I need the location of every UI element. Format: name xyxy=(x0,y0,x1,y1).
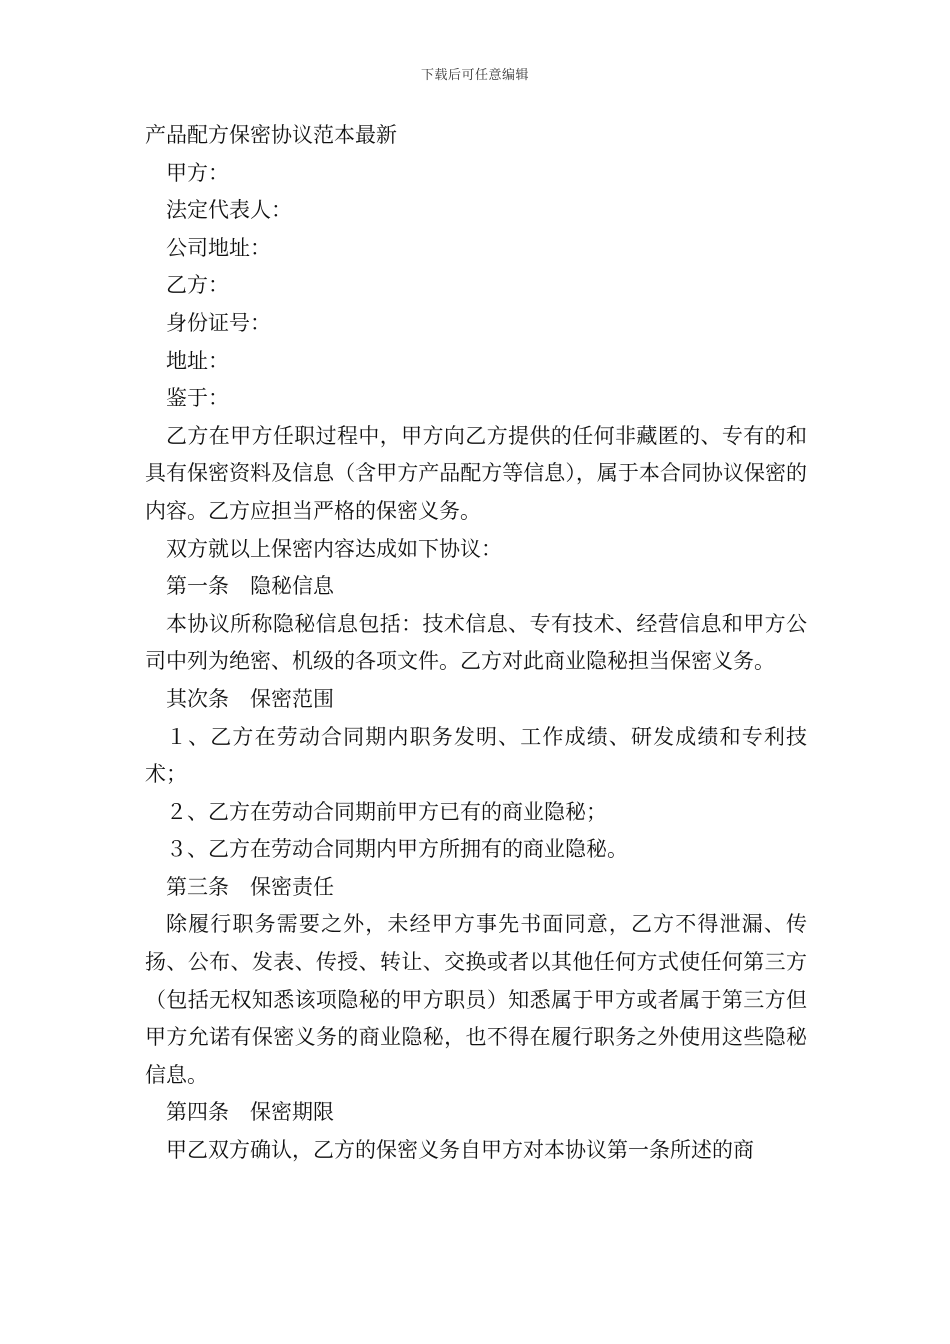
article3-text: 除履行职务需要之外，未经甲方事先书面同意，乙方不得泄漏、传扬、公布、发表、传授、转让、交换或者以其他任何方式使任何第三方（包括无权知悉该项隐秘的甲方职员）知悉属于甲方或者属于第三方但甲方允诺有保密义务的商业隐秘，也不得在履行职务之外使用这些隐秘信息。 xyxy=(145,912,807,1087)
agreement-intro: 双方就以上保密内容达成如下协议： xyxy=(166,536,502,561)
document-title: 产品配方保密协议范本最新 xyxy=(145,123,397,147)
article2-item-2: ２、乙方在劳动合同期前甲方已有的商业隐秘； xyxy=(166,799,607,824)
legal-representative-field: 法定代表人： xyxy=(166,198,292,223)
whereas-label: 鉴于： xyxy=(166,386,229,411)
preamble-paragraph: 乙方在甲方任职过程中，甲方向乙方提供的任何非藏匿的、专有的和具有保密资料及信息（含甲方产品配方等信息），属于本合同协议保密的内容。乙方应担当严格的保密义务。 xyxy=(145,423,807,523)
page-header-note: 下载后可任意编辑 xyxy=(420,68,529,83)
article3-heading: 第三条 保密责任 xyxy=(166,874,334,899)
party-b-field: 乙方： xyxy=(166,273,229,298)
document-body xyxy=(145,117,807,1170)
article1-heading: 第一条 隐秘信息 xyxy=(166,574,334,599)
id-number-field: 身份证号： xyxy=(166,310,271,335)
article4-heading: 第四条 保密期限 xyxy=(166,1100,334,1125)
article2-heading: 其次条 保密范围 xyxy=(166,686,334,711)
party-a-field: 甲方： xyxy=(166,160,229,185)
article2-item-3: ３、乙方在劳动合同期内甲方所拥有的商业隐秘。 xyxy=(166,837,628,862)
article1-text: 本协议所称隐秘信息包括：技术信息、专有技术、经营信息和甲方公司中列为绝密、机级的各项文件。乙方对此商业隐秘担当保密义务。 xyxy=(145,611,807,674)
article2-item-1: １、乙方在劳动合同期内职务发明、工作成绩、研发成绩和专利技术； xyxy=(145,724,807,787)
company-address-field: 公司地址： xyxy=(166,235,271,260)
address-field: 地址： xyxy=(166,348,229,373)
article4-text: 甲乙双方确认，乙方的保密义务自甲方对本协议第一条所述的商 xyxy=(166,1138,754,1163)
